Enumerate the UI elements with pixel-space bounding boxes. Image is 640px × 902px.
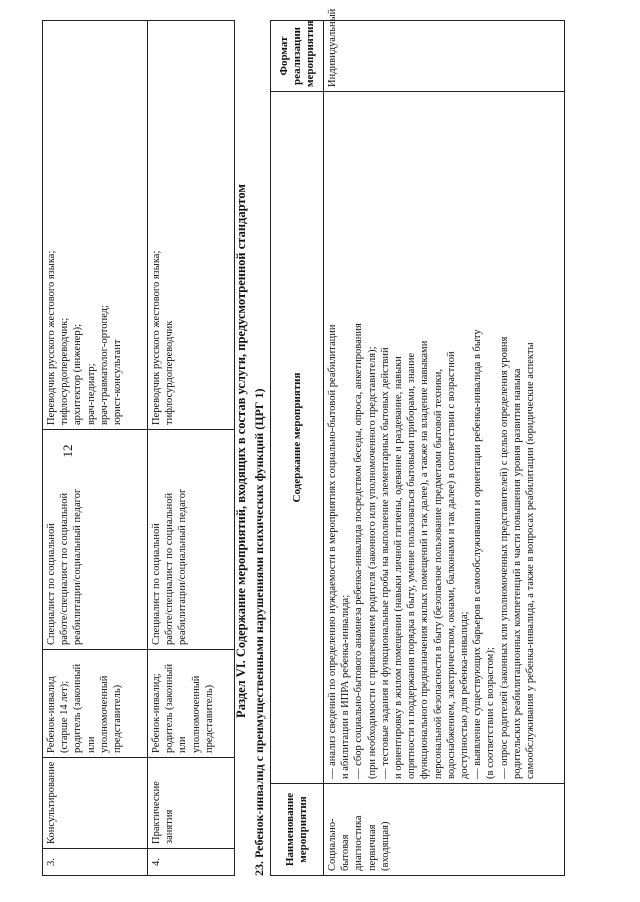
text-line: представитель) — [203, 684, 215, 753]
column-header-name — [271, 784, 324, 876]
text-line: и ориентировку в жилом помещении (навыки личной гигиены, одевание и раздевание, навыки — [393, 356, 405, 779]
text-line: работе/специалист по социальной — [164, 492, 176, 645]
text-line: врач-педиатр; — [85, 363, 97, 425]
text-line: представитель) — [112, 684, 124, 753]
text-line: (входящая) — [379, 821, 391, 871]
text-line: Формат — [277, 36, 290, 76]
table-row — [148, 21, 235, 876]
column-header-content: Содержание мероприятия — [271, 92, 324, 784]
text-line: (в соответствии с возрастом); — [485, 647, 497, 779]
text-line: — сбор социально-бытового анамнеза ребенка-инвалида посредством беседы, опроса, анкетирования — [353, 323, 365, 779]
text-line: родитель (законный или — [164, 663, 189, 753]
text-line: работе/специалист по социальной — [59, 492, 71, 645]
invited-specialists — [148, 21, 235, 430]
text-line: (старше 14 лет); — [59, 680, 71, 753]
text-line: опрятности и поддержания порядка в быту, умение пользоваться бытовыми приборами, знание — [406, 352, 418, 779]
text-line: (при необходимости с привлечением родителя (законного или уполномоченного представителя); — [366, 346, 378, 779]
text-line: Ребенок-инвалид — [46, 676, 57, 753]
text-line: родитель (законный или — [72, 663, 97, 753]
text-line: — опрос родителей (законных или уполномоченных представителей) с целью определения уровня — [498, 336, 510, 779]
text-line: тифлосурдопереводчик — [164, 320, 176, 425]
text-line: уполномоченный — [98, 675, 110, 753]
text-line: диагностика — [353, 815, 365, 871]
text-line: первичная — [366, 824, 378, 871]
text-line: — выявление существующих барьеров в самообслуживании и ориентации ребенка-инвалида в быту — [472, 329, 484, 779]
text-line: Социально-бытовая — [327, 818, 352, 871]
text-line: Переводчик русского жестового языка; — [46, 250, 57, 425]
service-name: Консультирование — [43, 758, 148, 849]
text-line: Переводчик русского жестового языка; — [151, 250, 162, 425]
responsible-specialists — [43, 430, 148, 650]
service-recipients — [148, 650, 235, 758]
text-line: — анализ сведений по определению нуждаемости в мероприятиях социально-бытовой реабилитации — [327, 324, 338, 779]
page-number: 12 — [60, 444, 75, 458]
text-line: юрист-консультант — [112, 339, 124, 425]
activity-content — [324, 92, 565, 784]
text-line: реабилитации/социальный педагог — [72, 488, 84, 645]
row-number: 4. — [148, 849, 235, 876]
text-line: мероприятия — [297, 796, 309, 863]
table-row — [43, 21, 148, 876]
text-line: архитектор (инженер); — [72, 323, 84, 425]
invited-specialists — [43, 21, 148, 430]
text-line: — тестовые задания и функциональные пробы на выполнение элементарных бытовых действий — [379, 347, 391, 779]
column-header-format — [271, 21, 324, 92]
text-line: и абилитации в ИПРА ребенка-инвалида; — [340, 594, 352, 779]
activity-format: Индивидуальный — [324, 21, 565, 92]
responsible-specialists — [148, 430, 235, 650]
text-line: родительских реабилитационных компетенций в части повышения уровня развития навыка — [511, 368, 523, 779]
text-line: мероприятия — [303, 20, 316, 87]
text-line: врач-травматолог-ортопед; — [98, 305, 110, 425]
text-line: реализации — [290, 26, 303, 86]
text-line: персональной безопасности в быту (безопасное пользование предметами бытовой техники, — [432, 368, 444, 779]
header-row — [271, 21, 324, 876]
text-line: водоснабжением, электричеством, окнами, балконами и так далее) в соответствии с возрастной — [445, 351, 457, 779]
service-name: Практические занятия — [148, 758, 235, 849]
table-row — [324, 21, 565, 876]
text-line: Ребенок-инвалид; — [151, 673, 162, 753]
text-line: самообслуживания у ребенка-инвалида, а также в вопросах реабилитации (юридические аспекты — [525, 342, 537, 779]
service-recipients — [43, 650, 148, 758]
text-line: Специалист по социальной — [46, 523, 57, 645]
text-line: уполномоченный — [190, 675, 202, 753]
subsection-heading: 23. Ребенок-инвалид с преимущественными нарушениями психических функций (ЦРГ 1) — [252, 388, 266, 876]
section-heading: Раздел VI. Содержание мероприятий, входящих в состав услуги, предусмотренной стандартом — [234, 184, 248, 718]
text-line: реабилитации/социальный педагог — [177, 488, 189, 645]
text-line: Наименование — [284, 792, 296, 867]
services-table — [42, 20, 235, 876]
activities-table — [270, 8, 565, 876]
text-line: функционального предназначения жилых помещений и так далее), а также на владение навыками — [419, 340, 431, 779]
text-line: доступностью для ребенка-инвалида; — [459, 611, 471, 779]
text-line: Специалист по социальной — [151, 523, 162, 645]
text-line: тифлосурдопереводчик; — [59, 317, 71, 425]
row-number: 3. — [43, 849, 148, 876]
activity-name — [324, 784, 565, 876]
